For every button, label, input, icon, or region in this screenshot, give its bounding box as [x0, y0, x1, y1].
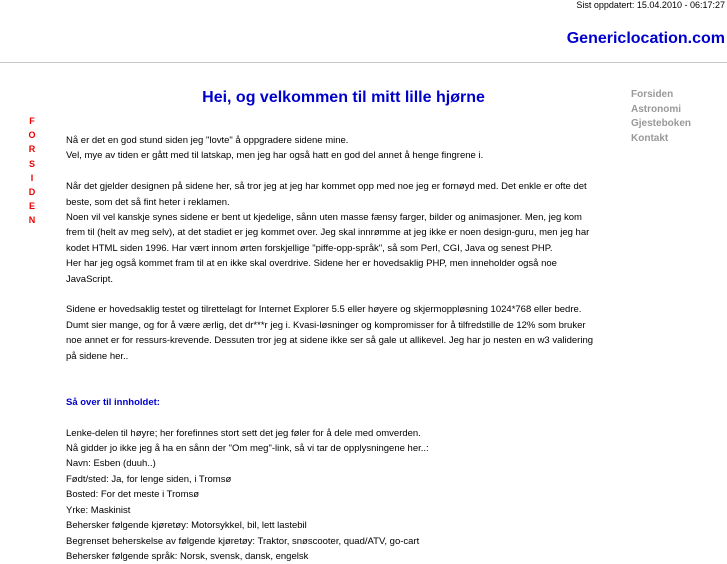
- text-line: beste, som det så fint heter i reklamen.: [66, 196, 230, 208]
- text-line: Sidene er hovedsaklig testet og tilrettelagt for Internet Explorer 5.5 eller høyere og skjermoppløsning 1024*768 eller bedre.: [66, 304, 582, 316]
- text-line: JavaScript.: [66, 273, 113, 285]
- section-heading: Så over til innholdet:: [66, 396, 160, 408]
- vertical-letter: S: [28, 158, 35, 169]
- vertical-page-label: [26, 114, 38, 228]
- vertical-letter: R: [28, 144, 36, 155]
- page-title: Hei, og velkommen til mitt lille hjørne: [202, 89, 485, 106]
- text-line: Dumt sier mange, og for å være ærlig, det dr***r jeg i. Kvasi-løsninger og kompromisser for å tilfredstille de 12% som bruker: [66, 319, 586, 331]
- vertical-letter: N: [28, 215, 36, 226]
- text-line: frem til (helt av meg selv), at det stadiet er jeg kommet over. Jeg skal innrømme at jeg ikke er noen design-guru, men jeg har: [66, 227, 590, 239]
- text-line: på sidene her..: [66, 350, 129, 362]
- text-line: kodet HTML siden 1996. Har vært innom ørten forskjellige "piffe-opp-språk", så som Perl, CGI, Java og senest PHP.: [66, 242, 553, 254]
- text-line: Begrenset beherskelse av følgende kjøretøy: Traktor, snøscooter, quad/ATV, go-cart: [66, 535, 420, 547]
- text-line: Noen vil vel kanskje synes sidene er bent ut kjedelige, sånn uten masse fænsy farger, bilder og animasjoner. Men, jeg kom: [66, 212, 582, 224]
- main-content: [66, 133, 632, 564]
- nav-item-gjesteboken[interactable]: Gjesteboken: [631, 118, 692, 129]
- text-line: Yrke: Maskinist: [66, 504, 131, 516]
- text-line: Lenke-delen til høyre; her forefinnes stort sett det jeg føler for å dele med omverden.: [66, 427, 421, 439]
- text-line: Nå gidder jo ikke jeg å ha en sånn der "Om meg"-link, så vi tar de opplysningene her..:: [66, 443, 429, 455]
- vertical-letter: D: [28, 186, 36, 197]
- vertical-letter: F: [29, 116, 35, 126]
- nav-item-forsiden[interactable]: Forsiden: [631, 89, 674, 100]
- last-updated-text: Sist oppdatert: 15.04.2010 - 06:17:27: [576, 0, 725, 10]
- text-line: Født/sted: Ja, for lenge siden, i Tromsø: [66, 473, 232, 485]
- vertical-letter: I: [30, 172, 34, 183]
- text-line: Nå er det en god stund siden jeg "lovte" å oppgradere sidene mine.: [66, 135, 349, 146]
- text-line: Bosted: For det meste i Tromsø: [66, 489, 200, 501]
- vertical-letter: O: [28, 130, 36, 141]
- text-line: Navn: Esben (duuh..): [66, 458, 156, 470]
- nav-item-kontakt[interactable]: Kontakt: [631, 132, 669, 144]
- site-name-link[interactable]: Genericlocation.com: [566, 30, 725, 47]
- vertical-letter: E: [28, 201, 35, 212]
- site-nav: [631, 88, 691, 146]
- header-divider: [0, 62, 727, 63]
- text-line: noe annet er for ressurs-krevende. Dessuten tror jeg at sidene ikke ser så gale ut allikevel. Jeg har jo nesten en w3 validering: [66, 335, 594, 347]
- text-line: Vel, mye av tiden er gått med til latskap, men jeg har også hatt en god del annet å henge fingrene i.: [66, 150, 484, 162]
- nav-item-astronomi[interactable]: Astronomi: [631, 103, 681, 115]
- text-line: Når det gjelder designen på sidene her, så tror jeg at jeg har kommet opp med noe jeg er fornøyd med. Det enkle er ofte det: [66, 181, 587, 193]
- text-line: Behersker følgende språk: Norsk, svensk, dansk, engelsk: [66, 550, 309, 562]
- text-line: Behersker følgende kjøretøy: Motorsykkel, bil, lett lastebil: [66, 520, 307, 532]
- text-line: Her har jeg også kommet fram til at en ikke skal overdrive. Sidene her er hovedsaklig PHP, men inneholder også noe: [66, 258, 557, 270]
